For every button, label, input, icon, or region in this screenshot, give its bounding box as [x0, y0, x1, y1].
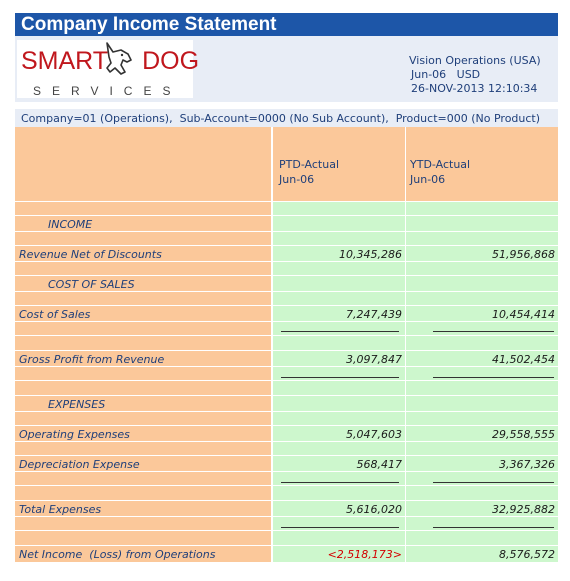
header-divider: [15, 201, 558, 202]
subtotal-rule: [281, 527, 399, 528]
cost-of-sales-ytd: 10,454,414: [492, 308, 555, 321]
column-divider: [405, 127, 406, 562]
row-divider: [15, 530, 558, 531]
operating-expenses-ptd: 5,047,603: [346, 428, 402, 441]
subtotal-rule: [281, 377, 399, 378]
row-divider: [15, 245, 558, 246]
ytd-header-line2: Jun-06: [410, 173, 446, 186]
report-parameters: [15, 109, 558, 127]
row-divider: [15, 231, 558, 232]
ytd-header-line1: YTD-Actual: [410, 158, 471, 171]
net-income-ytd: 8,576,572: [499, 548, 555, 561]
row-divider: [15, 366, 558, 367]
subtotal-rule: [433, 331, 554, 332]
label-column: [15, 127, 271, 562]
total-expenses-ytd: 32,925,882: [492, 503, 555, 516]
row-label-revenue: Revenue Net of Discounts: [19, 248, 162, 261]
row-label-net-income: Net Income (Loss) from Operations: [19, 548, 216, 561]
subtotal-rule: [281, 482, 399, 483]
ptd-header-line2: Jun-06: [279, 173, 315, 186]
dog-icon: [101, 41, 135, 77]
row-divider: [15, 545, 558, 546]
row-divider: [15, 395, 558, 396]
subtotal-rule: [433, 482, 554, 483]
operating-expenses-ytd: 29,558,555: [492, 428, 555, 441]
gross-profit-ptd: 3,097,847: [346, 353, 402, 366]
row-divider: [15, 471, 558, 472]
row-divider: [15, 291, 558, 292]
row-label-total-expenses: Total Expenses: [19, 503, 102, 516]
parameters-text: Company=01 (Operations), Sub-Account=0000 (No Sub Account), Product=000 (No Product): [21, 112, 541, 125]
row-divider: [15, 275, 558, 276]
column-divider: [272, 127, 273, 562]
row-divider: [15, 350, 558, 351]
report-title: Company Income Statement: [21, 14, 277, 35]
company-logo: [17, 40, 200, 98]
report-title-bar: [15, 13, 558, 36]
cost-of-sales-ptd: 7,247,439: [346, 308, 402, 321]
row-divider: [15, 485, 558, 486]
ptd-header: [279, 157, 339, 187]
subtotal-rule: [433, 377, 554, 378]
row-label-cost-of-sales: Cost of Sales: [19, 308, 91, 321]
logo-tagline: SERVICES: [33, 84, 182, 98]
row-divider: [15, 335, 558, 336]
section-heading-income: INCOME: [48, 218, 93, 231]
period-currency: Jun-06 USD: [411, 68, 481, 81]
revenue-ytd: 51,956,868: [492, 248, 555, 261]
row-label-depreciation: Depreciation Expense: [19, 458, 140, 471]
row-divider: [15, 425, 558, 426]
ytd-header: [410, 157, 470, 187]
row-divider: [15, 455, 558, 456]
section-heading-expenses: EXPENSES: [48, 398, 106, 411]
logo-word-right: DOG: [142, 47, 200, 75]
report-header: [15, 36, 558, 102]
run-date: 26-NOV-2013 12:10:34: [411, 82, 538, 95]
section-heading-cost-of-sales: COST OF SALES: [48, 278, 135, 291]
row-divider: [15, 215, 558, 216]
total-expenses-ptd: 5,616,020: [346, 503, 402, 516]
row-label-operating-expenses: Operating Expenses: [19, 428, 130, 441]
ptd-header-line1: PTD-Actual: [279, 158, 340, 171]
row-divider: [15, 516, 558, 517]
row-divider: [15, 305, 558, 306]
org-name: Vision Operations (USA): [409, 54, 541, 67]
row-divider: [15, 441, 558, 442]
row-divider: [15, 261, 558, 262]
net-income-ptd: <2,518,173>: [327, 548, 402, 561]
row-divider: [15, 500, 558, 501]
row-label-gross-profit: Gross Profit from Revenue: [19, 353, 165, 366]
row-divider: [15, 380, 558, 381]
row-divider: [15, 411, 558, 412]
row-divider: [15, 321, 558, 322]
gross-profit-ytd: 41,502,454: [492, 353, 555, 366]
subtotal-rule: [281, 331, 399, 332]
subtotal-rule: [433, 527, 554, 528]
depreciation-ytd: 3,367,326: [499, 458, 555, 471]
depreciation-ptd: 568,417: [356, 458, 402, 471]
revenue-ptd: 10,345,286: [339, 248, 402, 261]
logo-word-left: SMART: [21, 47, 109, 75]
